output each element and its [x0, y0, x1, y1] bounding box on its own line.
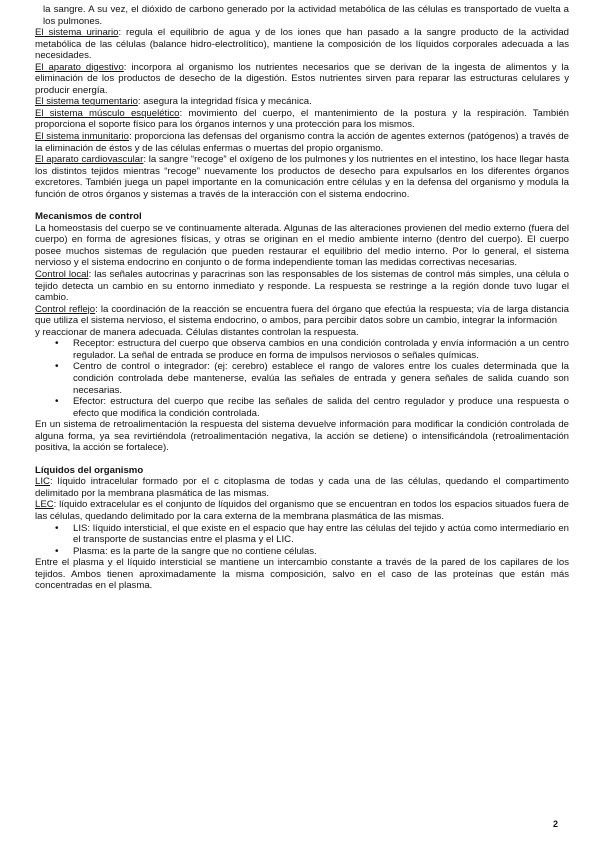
- paragraph-exchange: Entre el plasma y el líquido intersticial se mantiene un intercambio constante a través de la pared de los capilares de los tejidos. Ambos tienen aproximadamente la misma composición, salvo en el caso de las proteínas que están más concentradas en el plasma.: [35, 557, 569, 592]
- text-reflex-control: : la coordinación de la reacción se encuentra fuera del órgano que efectúa la respuesta; vía de larga distancia que utiliza el sistema nervioso, el sistema endocrino, o ambos, para percibir datos sobre un cambio, integrar la información: [35, 303, 569, 327]
- term-integumentary: El sistema tegumentario: [35, 96, 138, 108]
- text-urinary: : regula el equilibrio de agua y de los iones que han pasado a la sangre producto de la actividad metabólica de las células (balance hidro-electrolítico), mantiene la composición de los líquidos corporales adecuada a las necesidades.: [35, 27, 569, 62]
- spacer: [35, 454, 569, 465]
- document-page: [35, 4, 569, 592]
- paragraph-lec: [35, 499, 569, 522]
- text-integumentary: : asegura la integridad física y mecánica.: [137, 96, 312, 108]
- list-item-plasma: • Plasma: es la parte de la sangre que no contiene células.: [73, 546, 569, 558]
- paragraph-local-control: [35, 269, 569, 304]
- term-lec: LEC: [35, 499, 54, 511]
- paragraph-lic: [35, 476, 569, 499]
- term-urinary: El sistema urinario: [35, 27, 119, 39]
- paragraph-reflex-continued: y reaccionar de manera adecuada. Células distantes controlan la respuesta.: [35, 326, 359, 338]
- list-item-control-center: • Centro de control o integrador: (ej: cerebro) establece el rango de valores entre los cuales determinada que la condición controlada debe mantenerse, evalúa las señales de entrada y genera señales de salida cuando son necesarias.: [73, 361, 569, 396]
- paragraph-integumentary: [35, 96, 569, 108]
- term-cardiovascular: El aparato cardiovascular: [35, 154, 144, 166]
- list-control-components: [35, 338, 569, 419]
- paragraph-musculoskeletal: [35, 108, 569, 131]
- list-item-receptor: • Receptor: estructura del cuerpo que observa cambios en una condición controlada y envía información a un centro regulador. La señal de entrada se produce en forma de impulsos nerviosos o señales químicas.: [73, 338, 569, 361]
- text-immune: : proporciona las defensas del organismo contra la acción de agentes externos (patógenos) a través de la eliminación de éstos y de las células enfermas o muertas del propio organismo.: [35, 131, 569, 154]
- paragraph-digestive: [35, 62, 569, 97]
- spacer: [35, 200, 569, 211]
- list-item-lis: • LIS: líquido intersticial, el que existe en el espacio que hay entre las células del tejido y actúa como intermediario en el transporte de sustancias entre el plasma y el LIC.: [73, 523, 569, 546]
- paragraph-immune: [35, 131, 569, 154]
- text-local-control: : las señales autocrinas y paracrinas son las responsables de los sistemas de control más simples, una célula o tejido detecta un cambio en su entorno inmediato y responde. La respuesta se restringe a la región donde tuvo lugar el cambio.: [35, 269, 569, 304]
- paragraph-homeostasis: La homeostasis del cuerpo se ve continuamente alterada. Algunas de las alteraciones provienen del medio externo (fuera del cuerpo) en forma de agresiones físicas, y otras se originan en el medio ambiente interno (dentro del cuerpo). El cuerpo posee muchos sistemas de regulación que pueden restaurar el equilibrio del medio interno. Por lo general, el sistema nervioso y el sistema endocrino en conjunto o de forma independiente toman las medidas correctivas necesarias.: [35, 222, 569, 269]
- heading-control-mechanisms: Mecanismos de control: [35, 211, 142, 223]
- text-cardiovascular: : la sangre “recoge” el oxígeno de los pulmones y los nutrientes en el intestino, los hace llegar hasta los distintos tejidos mientras “recoge” nuevamente los productos de desecho para expulsarlos en los diferentes órganos excretores. También juega un papel importante en la comunicación entre células y en la defensa del organismo y modula la función de otros órganos y sistemas a través de la interacción con el sistema endocrino.: [35, 154, 569, 200]
- paragraph-intro: la sangre. A su vez, el dióxido de carbono generado por la actividad metabólica de las células es transportado de vuelta a los pulmones.: [43, 4, 569, 27]
- list-item-effector: • Efector: estructura del cuerpo que recibe las señales de salida del centro regulador y produce una respuesta o efecto que modifica la condición controlada.: [73, 396, 569, 419]
- text-lec: : líquido extracelular es el conjunto de líquidos del organismo que se encuentran en todos los espacios situados fuera de las células, quedando delimitado por la cara externa de la membrana plasmática de las mismas.: [35, 499, 569, 522]
- page-number: 2: [553, 819, 559, 829]
- text-lic: : líquido intracelular formado por el c citoplasma de todas y cada una de las células, quedando el compartimento delimitado por la membrana plasmática de las mismas.: [35, 476, 569, 499]
- term-reflex-control: Control reflejo: [35, 303, 96, 315]
- term-digestive: El aparato digestivo: [35, 61, 124, 73]
- paragraph-feedback: En un sistema de retroalimentación la respuesta del sistema devuelve información para modificar la condición controlada de alguna forma, ya sea revirtiéndola (retroalimentación negativa, la acción se detiene) o intensificándola (retroalimentación positiva, la acción se fortalece).: [35, 419, 569, 454]
- term-lic: LIC: [35, 476, 50, 488]
- term-local-control: Control local: [35, 269, 89, 281]
- term-immune: El sistema inmunitario: [35, 131, 129, 143]
- text-digestive: : incorpora al organismo los nutrientes necesarios que se derivan de la ingesta de alimentos y la eliminación de los productos de desecho de la digestión. Estos nutrientes sirven para reparar las estructuras celulares y producir energía.: [35, 61, 569, 96]
- text-musculoskeletal: : movimiento del cuerpo, el mantenimiento de la postura y la respiración. También proporciona el soporte físico para los órganos internos y una protección para los mismos.: [35, 107, 569, 131]
- paragraph-reflex-control: [35, 304, 569, 327]
- heading-body-fluids: Líquidos del organismo: [35, 464, 144, 476]
- paragraph-urinary: [35, 27, 569, 62]
- term-musculoskeletal: El sistema músculo esquelético: [35, 107, 180, 119]
- list-fluid-types: [35, 523, 569, 558]
- paragraph-cardiovascular: [35, 154, 569, 200]
